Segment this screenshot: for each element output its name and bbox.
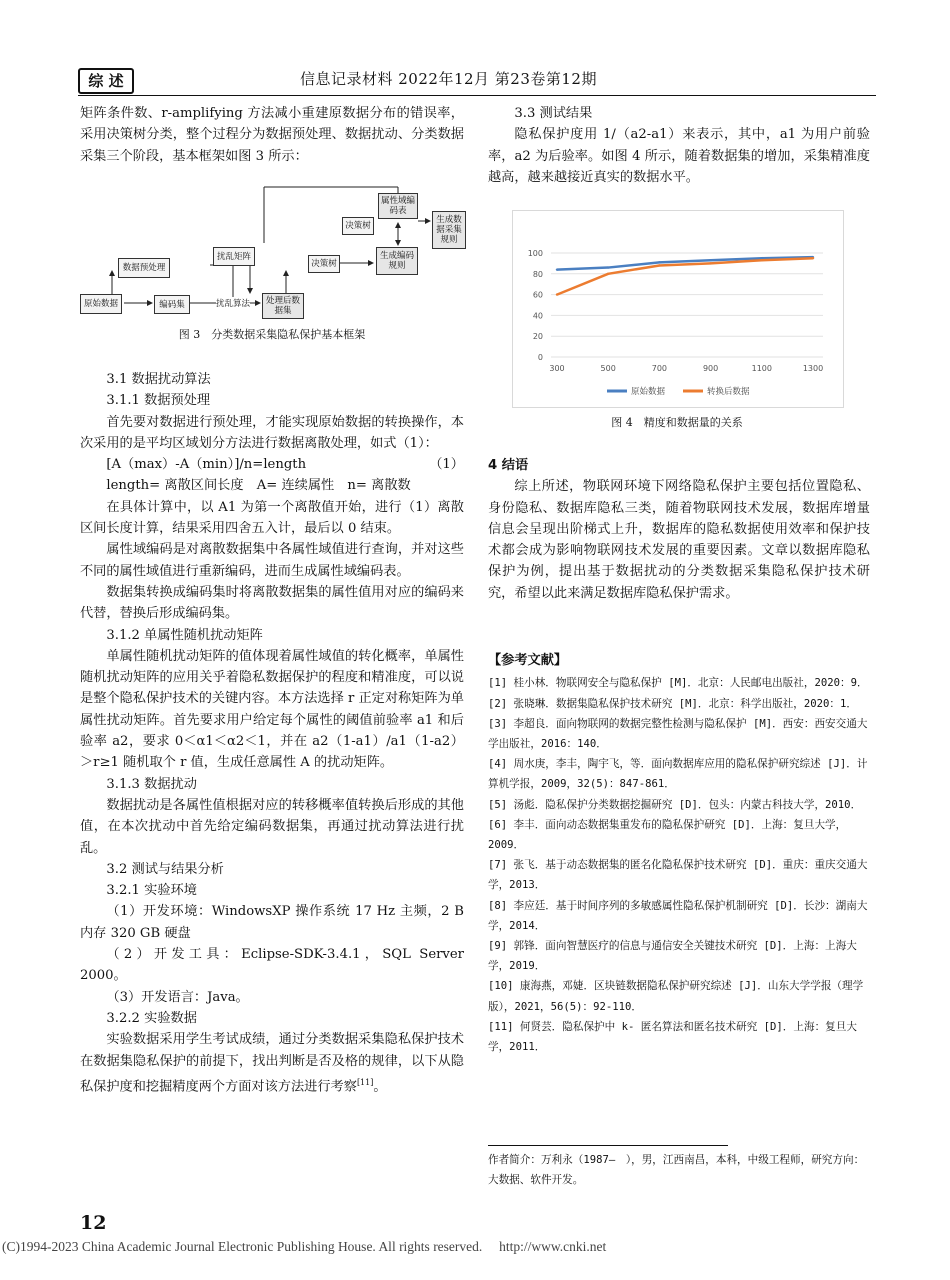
node-output-rules: 生成数据采集规则 bbox=[432, 211, 466, 249]
x-tick-label: 1100 bbox=[751, 364, 772, 373]
data-point bbox=[658, 264, 660, 266]
x-tick-label: 700 bbox=[651, 364, 668, 373]
page-number: 12 bbox=[80, 1212, 107, 1234]
paragraph-3-1-1-d: 数据集转换成编码集时将离散数据集的属性值用对应的编码来代替，替换后形成编码集。 bbox=[80, 584, 464, 622]
heading-3-2: 3.2 测试与结果分析 bbox=[106, 861, 224, 877]
reference-item: [7] 张飞．基于动态数据集的匿名化隐私保护技术研究 [D]．重庆：重庆交通大学，2013． bbox=[488, 859, 868, 892]
node-raw-data: 原始数据 bbox=[80, 294, 122, 314]
data-point bbox=[761, 259, 763, 261]
reference-item: [11] 何贤芸．隐私保护中 k- 匿名算法和匿名技术研究 [D]．上海：复旦大学，2011． bbox=[488, 1020, 857, 1053]
heading-3-1-3: 3.1.3 数据扰动 bbox=[106, 776, 197, 792]
env-item-2: （2）开发工具：Eclipse-SDK-3.4.1，SQL Server 2000。 bbox=[80, 947, 464, 984]
reference-item: [6] 李丰．面向动态数据集重发布的隐私保护研究 [D]．上海：复旦大学，2009． bbox=[488, 818, 847, 851]
y-tick-label: 0 bbox=[537, 353, 543, 362]
legend-label: 转换后数据 bbox=[707, 387, 750, 397]
node-encoded-set: 编码集 bbox=[154, 295, 190, 314]
reference-list bbox=[488, 673, 874, 1057]
node-decision-tree-2: 决策树 bbox=[308, 255, 340, 273]
journal-header: 信息记录材料 2022年12月 第23卷第12期 bbox=[300, 70, 597, 88]
heading-3-1-1: 3.1.1 数据预处理 bbox=[106, 393, 211, 409]
y-tick-label: 20 bbox=[532, 332, 543, 342]
left-column bbox=[80, 103, 464, 167]
formula: [A（max）-A（min）]/n=length bbox=[106, 457, 307, 473]
paragraph-3-2-2-end: 。 bbox=[373, 1079, 387, 1095]
formula-definition: length= 离散区间长度 A= 连续属性 n= 离散数 bbox=[106, 478, 411, 494]
heading-3-1: 3.1 数据扰动算法 bbox=[106, 372, 211, 387]
header-rule bbox=[78, 95, 876, 96]
x-tick-label: 900 bbox=[702, 364, 719, 373]
data-point bbox=[556, 268, 558, 270]
paragraph-3-1-1: 首先要对数据进行预处理，才能实现原始数据的转换操作，本次采用的是平均区域划分方法进行数据离散处理，如式（1）： bbox=[80, 414, 464, 451]
y-tick-label: 100 bbox=[527, 249, 543, 258]
paragraph-3-2-2-text: 实验数据采用学生考试成绩，通过分类数据采集隐私保护技术在数据集隐私保护的前提下，找出判断是否及格的规律，以下从隐私保护度和挖掘精度两个方面对该方法进行考察 bbox=[80, 1032, 464, 1095]
paragraph-3-2-2 bbox=[80, 1029, 464, 1097]
heading-3-2-1: 3.2.1 实验环境 bbox=[106, 883, 197, 899]
heading-4: 4 结语 bbox=[488, 458, 529, 473]
fig4-chart bbox=[513, 211, 843, 407]
paragraph-4: 综上所述，物联网环境下网络隐私保护主要包括位置隐私、身份隐私、数据库隐私三类，随着物联网技术发展，数据库增量信息会呈现出阶梯式上升，数据库的隐私数据使用效率和保护技术都会成为影响物联网技术发展的重要因素。文章以数据库隐私保护为例，提出基于数据扰动的分类数据采集隐私保护技术研究，希望以此来满足数据库隐私保护需求。 bbox=[488, 479, 870, 601]
y-tick-label: 80 bbox=[532, 269, 543, 279]
paragraph-3-1-2: 单属性随机扰动矩阵的值体现着属性域值的转化概率，单属性随机扰动矩阵的应用关乎着隐私数据保护的程度和精准度，可以说是整个隐私保护技术的关键内容。本方法选择 r 正定对称矩阵为单属性扰动矩阵。首先要求用户给定每个属性的阈值前验率 a1 和后验率 a2，要求 0＜α1＜α2＜1，并在 a2（1-a1）/a1（1-a2）＞r≥1 随机取个 r 值，生成任意属性 A 的扰动矩阵。 bbox=[80, 648, 464, 771]
reference-item: [8] 李应廷．基于时间序列的多敏感属性隐私保护机制研究 [D]．长沙：湖南大学，2014． bbox=[488, 899, 868, 932]
y-tick-label: 40 bbox=[532, 311, 543, 321]
y-tick-label: 60 bbox=[532, 290, 543, 300]
node-processed-set: 处理后数据集 bbox=[262, 293, 304, 319]
data-point bbox=[658, 261, 660, 263]
reference-item: [4] 周水庚，李丰，陶宇飞，等．面向数据库应用的隐私保护研究综述 [J]．计算机学报，2009，32(5)：847-861． bbox=[488, 758, 868, 791]
x-tick-label: 300 bbox=[549, 364, 565, 373]
left-column-body bbox=[80, 369, 464, 1097]
reference-item: [2] 张晓琳．数据集隐私保护技术研究 [M]．北京：科学出版社，2020：1． bbox=[488, 697, 857, 710]
reference-item: [1] 桂小林．物联网安全与隐私保护 [M]．北京：人民邮电出版社，2020：9． bbox=[488, 677, 868, 690]
node-attr-codes: 属性域编码表 bbox=[378, 193, 418, 219]
formula-line bbox=[80, 454, 464, 475]
right-column-top bbox=[488, 103, 870, 188]
heading-3-3: 3.3 测试结果 bbox=[514, 106, 593, 121]
references-title: 【参考文献】 bbox=[488, 653, 568, 668]
label-perturb-algo: 扰乱算法 bbox=[216, 299, 251, 309]
figure-4 bbox=[512, 210, 844, 408]
legend-label: 原始数据 bbox=[631, 387, 666, 397]
x-tick-label: 1300 bbox=[802, 364, 824, 373]
node-decision-tree-1: 决策树 bbox=[342, 217, 374, 235]
figure-3-caption: 图 3 分类数据采集隐私保护基本框架 bbox=[178, 328, 366, 341]
paragraph-3-1-1-b: 在具体计算中，以 A1 为第一个离散值开始，进行（1）离散区间长度计算，结果采用四舍五入计，最后以 0 结束。 bbox=[80, 499, 464, 537]
data-point bbox=[607, 266, 609, 268]
data-point bbox=[607, 273, 609, 275]
intro-paragraph: 矩阵条件数、r-amplifying 方法减小重建原数据分布的错误率，采用决策树分类，整个过程分为数据预处理、数据扰动、分类数据采集三个阶段，基本框架如图 3 所示： bbox=[80, 106, 464, 164]
data-point bbox=[709, 262, 711, 264]
figure-3 bbox=[78, 183, 466, 323]
env-item-1: （1）开发环境：WindowsXP 操作系统 17 Hz 主频，2 B 内存 320 GB 硬盘 bbox=[80, 904, 464, 941]
series-line-1 bbox=[557, 258, 813, 294]
env-item-3: （3）开发语言：Java。 bbox=[106, 989, 249, 1005]
right-column-body bbox=[488, 455, 870, 604]
reference-item: [5] 汤彪．隐私保护分类数据挖掘研究 [D]．包头：内蒙古科技大学，2010． bbox=[488, 798, 862, 811]
paragraph-3-1-1-c: 属性域编码是对离散数据集中各属性域值进行查询，并对这些不同的属性域值进行重新编码，进而生成属性域编码表。 bbox=[80, 542, 464, 579]
paragraph-3-3: 隐私保护度用 1/（a2-a1）来表示，其中，a1 为用户前验率，a2 为后验率。如图 4 所示，随着数据集的增加，采集精准度越高，越来越接近真实的数据水平。 bbox=[488, 127, 870, 185]
data-point bbox=[709, 259, 711, 261]
heading-3-2-2: 3.2.2 实验数据 bbox=[106, 1010, 197, 1026]
formula-number: （1） bbox=[429, 457, 464, 473]
reference-item: [3] 李超良．面向物联网的数据完整性检测与隐私保护 [M]．西安：西安交通大学出版社，2016：140． bbox=[488, 717, 868, 750]
x-tick-label: 500 bbox=[600, 364, 616, 373]
node-perturb-matrix: 扰乱矩阵 bbox=[213, 247, 255, 266]
paragraph-3-1-3: 数据扰动是各属性值根据对应的转移概率值转换后形成的其他值，在本次扰动中首先给定编码数据集，再通过扰动算法进行扰乱。 bbox=[80, 797, 464, 856]
references bbox=[488, 650, 874, 1057]
data-point bbox=[812, 257, 814, 259]
citation-11[interactable]: [11] bbox=[356, 1077, 374, 1087]
author-rule bbox=[488, 1145, 728, 1146]
node-code-rules: 生成编码规则 bbox=[376, 247, 418, 275]
node-preprocess: 数据预处理 bbox=[118, 258, 170, 278]
section-tag: 综 述 bbox=[78, 68, 134, 94]
figure-4-caption: 图 4 精度和数据量的关系 bbox=[611, 416, 743, 429]
reference-item: [10] 康海燕，邓婕．区块链数据隐私保护研究综述 [J]．山东大学学报（理学版），2021，56(5)：92-110． bbox=[488, 980, 864, 1013]
author-bio: 作者简介：万利永（1987— ），男，江西南昌，本科，中级工程师，研究方向：大数据、软件开发。 bbox=[488, 1154, 865, 1187]
heading-3-1-2: 3.1.2 单属性随机扰动矩阵 bbox=[106, 627, 263, 643]
data-point bbox=[556, 293, 558, 295]
reference-item: [9] 郭锋．面向智慧医疗的信息与通信安全关键技术研究 [D]．上海：上海大学，2019． bbox=[488, 939, 857, 973]
copyright-footer: (C)1994-2023 China Academic Journal Electronic Publishing House. All rights reserved. http://www.cnki.net bbox=[2, 1239, 607, 1254]
